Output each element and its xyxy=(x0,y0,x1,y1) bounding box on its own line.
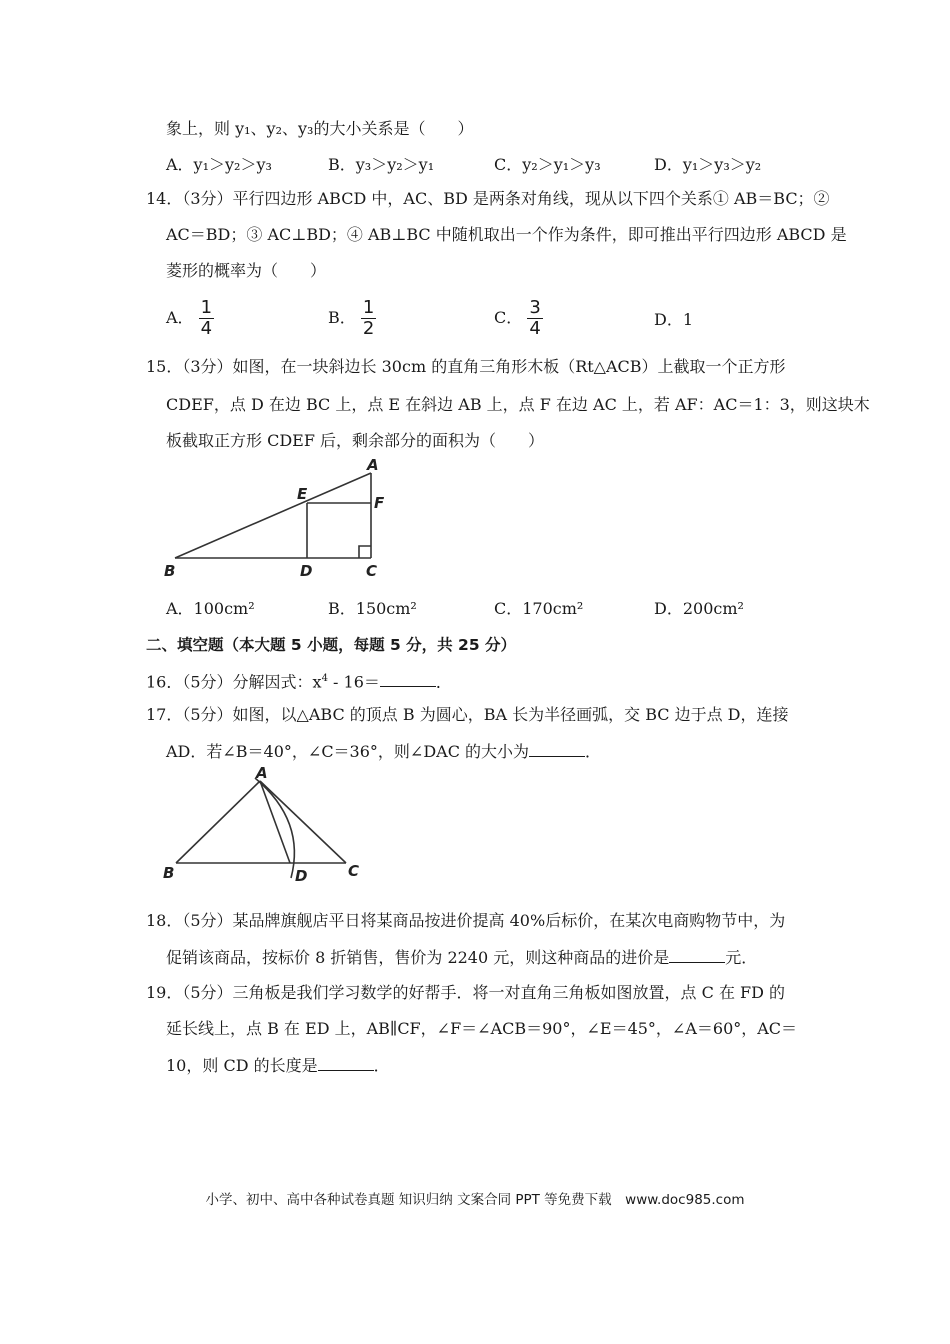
label-d: D xyxy=(300,562,313,580)
denominator: 2 xyxy=(362,318,375,339)
answer-blank xyxy=(380,670,436,687)
q13-stem-tail: 象上，则 y₁、y₂、y₃的大小关系是（ ） xyxy=(166,119,474,138)
q14-line-2: AC＝BD；③ AC⊥BD；④ AB⊥BC 中随机取出一个作为条件，即可推出平行四边形 ABCD 是 xyxy=(166,225,847,244)
q16-suffix: - 16＝ xyxy=(327,672,380,692)
section-heading: 二、填空题（本大题 5 小题，每题 5 分，共 25 分） xyxy=(146,636,517,654)
label-e: E xyxy=(297,485,308,503)
q15-figure xyxy=(160,456,400,581)
q14-line-3: 菱形的概率为（ ） xyxy=(166,261,327,280)
q13-option-b: B．y₃＞y₂＞y₁ xyxy=(328,155,435,174)
q15-option-c: C．170cm² xyxy=(494,599,584,618)
label-a: A xyxy=(367,456,379,474)
q18-line-2 xyxy=(166,946,757,969)
q13-option-c: C．y₂＞y₁＞y₃ xyxy=(494,155,601,174)
q14-option-d xyxy=(654,309,693,331)
hypotenuse-ab xyxy=(175,473,371,558)
q15-option-d: D．200cm² xyxy=(654,599,744,618)
fraction xyxy=(361,298,376,339)
label-f: F xyxy=(374,494,385,512)
numerator: 1 xyxy=(200,297,213,318)
denominator: 4 xyxy=(200,318,213,339)
q17-line-1: 17．（5分）如图，以△ABC 的顶点 B 为圆心，BA 长为半径画弧，交 BC 边于点 D，连接 xyxy=(146,705,789,724)
q13-option-a: A．y₁＞y₂＞y₃ xyxy=(166,155,272,174)
label-d: D xyxy=(295,867,308,885)
fraction xyxy=(199,298,214,339)
side-ab xyxy=(176,781,260,863)
right-angle-mark xyxy=(359,546,371,558)
q13-option-d: D．y₁＞y₃＞y₂ xyxy=(654,155,762,174)
q16-line xyxy=(146,668,452,693)
q14-option-c xyxy=(494,298,543,339)
label-b: B xyxy=(163,864,175,882)
segment-ad xyxy=(260,781,290,863)
option-label: C． xyxy=(494,308,523,327)
label-b: B xyxy=(164,562,176,580)
option-label: B． xyxy=(328,308,356,327)
q14-line-1: 14．（3分）平行四边形 ABCD 中，AC、BD 是两条对角线，现从以下四个关系① AB＝BC；② xyxy=(146,189,830,208)
q17-line-2-text: AD．若∠B＝40°，∠C＝36°，则∠DAC 的大小为 xyxy=(166,742,530,761)
answer-blank xyxy=(669,946,725,963)
q15-line-2: CDEF，点 D 在边 BC 上，点 E 在斜边 AB 上，点 F 在边 AC 上，若 AF：AC＝1：3，则这块木 xyxy=(166,395,870,414)
q16-end: ． xyxy=(435,672,452,692)
numerator: 1 xyxy=(362,297,375,318)
q14-option-b xyxy=(328,298,376,339)
option-label: A． xyxy=(166,308,194,327)
option-label: D． xyxy=(654,310,683,329)
q17-line-2 xyxy=(166,740,601,763)
page-footer: 小学、初中、高中各种试卷真题 知识归纳 文案合同 PPT 等免费下载 www.doc985.com xyxy=(205,1192,745,1208)
denominator: 4 xyxy=(529,318,541,339)
answer-blank xyxy=(318,1054,374,1071)
q19-line-3 xyxy=(166,1054,390,1077)
q18-line-1: 18．（5分）某品牌旗舰店平日将某商品按进价提高 40%后标价，在某次电商购物节中，为 xyxy=(146,911,786,930)
q15-option-a: A．100cm² xyxy=(166,599,255,618)
fraction xyxy=(527,298,542,339)
q15-option-b: B．150cm² xyxy=(328,599,417,618)
option-text: 1 xyxy=(682,310,694,329)
numerator: 3 xyxy=(529,297,541,318)
q16-prefix: 16．（5分）分解因式：x xyxy=(146,672,322,692)
q19-end: ． xyxy=(373,1056,390,1075)
q15-line-1: 15．（3分）如图，在一块斜边长 30cm 的直角三角形木板（Rt△ACB）上截取一个正方形 xyxy=(146,357,786,376)
q17-end: ． xyxy=(585,742,602,761)
label-c: C xyxy=(366,562,378,580)
q18-end: 元． xyxy=(725,948,758,967)
answer-blank xyxy=(529,740,585,757)
label-c: C xyxy=(348,862,360,880)
q16-exponent: 4 xyxy=(321,673,328,684)
q17-figure xyxy=(158,766,368,886)
q15-line-3: 板截取正方形 CDEF 后，剩余部分的面积为（ ） xyxy=(166,431,545,450)
q18-line-2-text: 促销该商品，按标价 8 折销售，售价为 2240 元，则这种商品的进价是 xyxy=(166,948,670,967)
q19-line-2: 延长线上，点 B 在 ED 上，AB∥CF，∠F＝∠ACB＝90°，∠E＝45°，∠A＝60°，AC＝ xyxy=(166,1019,798,1038)
q19-line-1: 19．（5分）三角板是我们学习数学的好帮手．将一对直角三角板如图放置，点 C 在 FD 的 xyxy=(146,983,786,1002)
side-ac xyxy=(260,781,346,863)
q19-line-3-text: 10，则 CD 的长度是 xyxy=(166,1056,318,1075)
q14-option-a xyxy=(166,298,214,339)
label-a: A xyxy=(256,766,268,782)
